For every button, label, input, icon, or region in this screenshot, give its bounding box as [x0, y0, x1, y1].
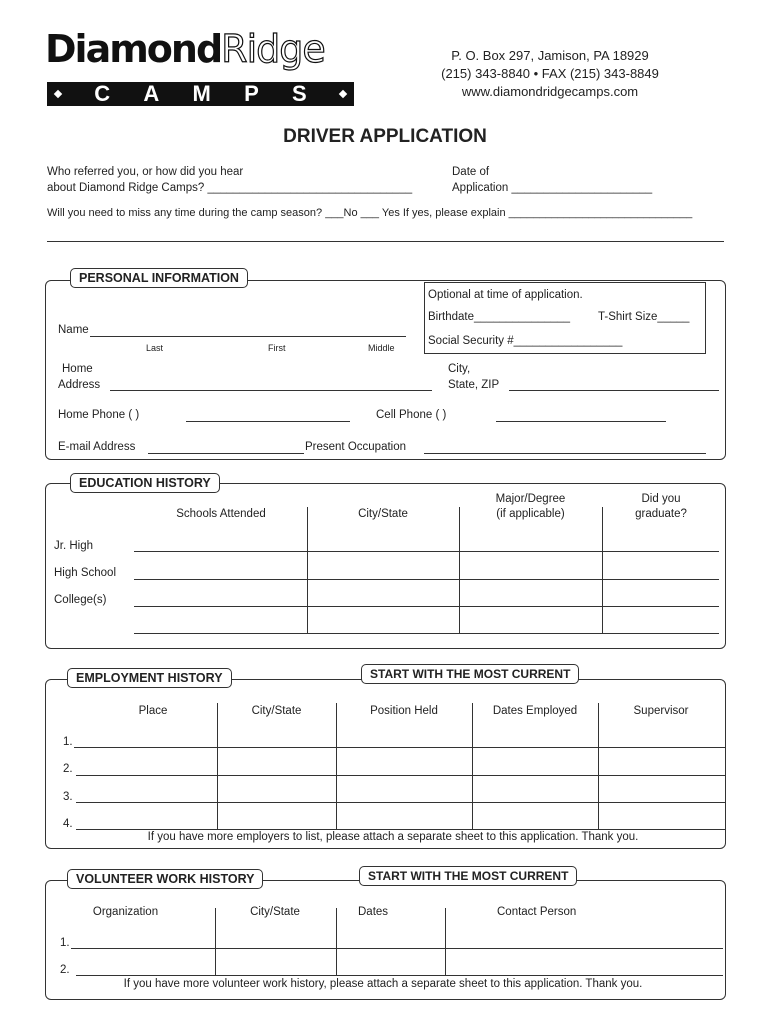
- home-address-field[interactable]: [110, 390, 432, 391]
- tshirt-size-field[interactable]: T-Shirt Size_____: [598, 311, 690, 323]
- form-title: DRIVER APPLICATION: [283, 126, 487, 147]
- education-row-high-school[interactable]: [134, 579, 719, 580]
- logo-camps-letter: A: [143, 81, 160, 106]
- date-label-1: Date of: [452, 166, 490, 178]
- column-divider: [336, 908, 337, 976]
- column-divider: [602, 507, 603, 633]
- name-first-caption: First: [268, 343, 286, 353]
- volunteer-row-2[interactable]: [76, 975, 723, 976]
- email-label: E-mail Address: [58, 441, 136, 453]
- address-line: P. O. Box 297, Jamison, PA 18929: [451, 48, 649, 63]
- education-row-college[interactable]: [134, 606, 719, 607]
- logo-camps-bar: [47, 82, 354, 106]
- city-state-zip-field[interactable]: [509, 390, 719, 391]
- column-divider: [459, 507, 460, 633]
- state-zip-label: State, ZIP: [448, 379, 500, 391]
- occupation-label: Present Occupation: [305, 441, 407, 453]
- col-graduate: graduate?: [635, 508, 687, 520]
- employment-row-2[interactable]: [76, 775, 725, 776]
- address-label: Address: [58, 379, 101, 391]
- referred-field[interactable]: about Diamond Ridge Camps? ________________________________: [47, 182, 413, 194]
- employment-heading: EMPLOYMENT HISTORY: [67, 668, 232, 688]
- home-label: Home: [62, 363, 93, 375]
- email-field[interactable]: [148, 453, 304, 454]
- diamond-icon: [339, 90, 347, 98]
- logo-camps-letter: C: [94, 81, 111, 106]
- volunteer-footnote: If you have more volunteer work history, please attach a separate sheet to this application. Thank you.: [123, 978, 643, 990]
- volunteer-row-number: 2.: [60, 964, 70, 976]
- camp-address: [415, 47, 685, 101]
- name-label: Name: [58, 324, 89, 336]
- name-middle-caption: Middle: [368, 343, 395, 353]
- col-if-applicable: (if applicable): [496, 508, 565, 520]
- miss-time-question[interactable]: Will you need to miss any time during the camp season? ___No ___ Yes If yes, please explain ______________________________: [47, 207, 693, 219]
- employment-start-note: START WITH THE MOST CURRENT: [361, 664, 579, 684]
- employment-row-4[interactable]: [76, 829, 725, 830]
- volunteer-heading: VOLUNTEER WORK HISTORY: [67, 869, 263, 889]
- logo-ridge-text: Ridge: [221, 27, 325, 71]
- logo-camps-letter: P: [244, 81, 259, 106]
- city-label: City,: [448, 363, 471, 375]
- column-divider: [336, 703, 337, 829]
- employment-footnote: If you have more employers to list, please attach a separate sheet to this application. Thank you.: [147, 831, 639, 843]
- referred-label-1: Who referred you, or how did you hear: [47, 166, 244, 178]
- personal-info-heading: PERSONAL INFORMATION: [70, 268, 248, 288]
- employment-row-3[interactable]: [76, 802, 725, 803]
- volunteer-row-number: 1.: [60, 937, 70, 949]
- column-divider: [215, 908, 216, 976]
- col-contact-person: Contact Person: [497, 906, 577, 918]
- employment-row-number: 2.: [63, 763, 73, 775]
- home-phone-field[interactable]: [186, 421, 350, 422]
- birthdate-field[interactable]: Birthdate_______________: [428, 311, 570, 323]
- education-row-jr-high[interactable]: [134, 551, 719, 552]
- diamond-icon: [54, 90, 62, 98]
- name-field[interactable]: [90, 336, 406, 337]
- column-divider: [307, 507, 308, 633]
- column-divider: [217, 703, 218, 829]
- column-divider: [445, 908, 446, 976]
- employment-row-1[interactable]: [74, 747, 725, 748]
- col-supervisor: Supervisor: [633, 705, 689, 717]
- education-row-extra[interactable]: [134, 633, 719, 634]
- col-city-state: City/State: [358, 508, 408, 520]
- occupation-field[interactable]: [424, 453, 706, 454]
- employment-row-number: 4.: [63, 818, 73, 830]
- cell-phone-label: Cell Phone ( ): [376, 409, 447, 421]
- col-schools-attended: Schools Attended: [176, 508, 266, 520]
- col-position-held: Position Held: [370, 705, 438, 717]
- col-city-state: City/State: [251, 705, 302, 717]
- col-city-state: City/State: [250, 906, 300, 918]
- explain-line[interactable]: [47, 241, 724, 242]
- logo-camps-letter: M: [192, 81, 211, 106]
- name-last-caption: Last: [146, 343, 164, 353]
- col-place: Place: [138, 705, 168, 717]
- employment-row-number: 3.: [63, 791, 73, 803]
- row-label-high-school: High School: [54, 567, 117, 579]
- website-line: www.diamondridgecamps.com: [461, 84, 639, 99]
- col-major-degree: Major/Degree: [495, 493, 566, 505]
- col-did-you: Did you: [641, 493, 681, 505]
- row-label-college: College(s): [54, 594, 107, 606]
- column-divider: [472, 703, 473, 829]
- col-dates-employed: Dates Employed: [492, 705, 578, 717]
- education-heading: EDUCATION HISTORY: [70, 473, 220, 493]
- cell-phone-field[interactable]: [496, 421, 666, 422]
- row-label-jr-high: Jr. High: [54, 540, 93, 552]
- home-phone-label: Home Phone ( ): [58, 409, 140, 421]
- employment-row-number: 1.: [63, 736, 73, 748]
- application-date-field[interactable]: Application ______________________: [452, 182, 653, 194]
- ssn-field[interactable]: Social Security #_________________: [428, 335, 623, 347]
- optional-note: Optional at time of application.: [428, 289, 583, 301]
- phone-fax-line: (215) 343-8840 • FAX (215) 343-8849: [441, 66, 659, 81]
- volunteer-start-note: START WITH THE MOST CURRENT: [359, 866, 577, 886]
- column-divider: [598, 703, 599, 829]
- col-dates: Dates: [358, 906, 389, 918]
- logo-diamond-text: Diamond: [45, 27, 222, 71]
- logo-camps-letter: S: [292, 81, 307, 106]
- col-organization: Organization: [92, 906, 159, 918]
- volunteer-row-1[interactable]: [71, 948, 723, 949]
